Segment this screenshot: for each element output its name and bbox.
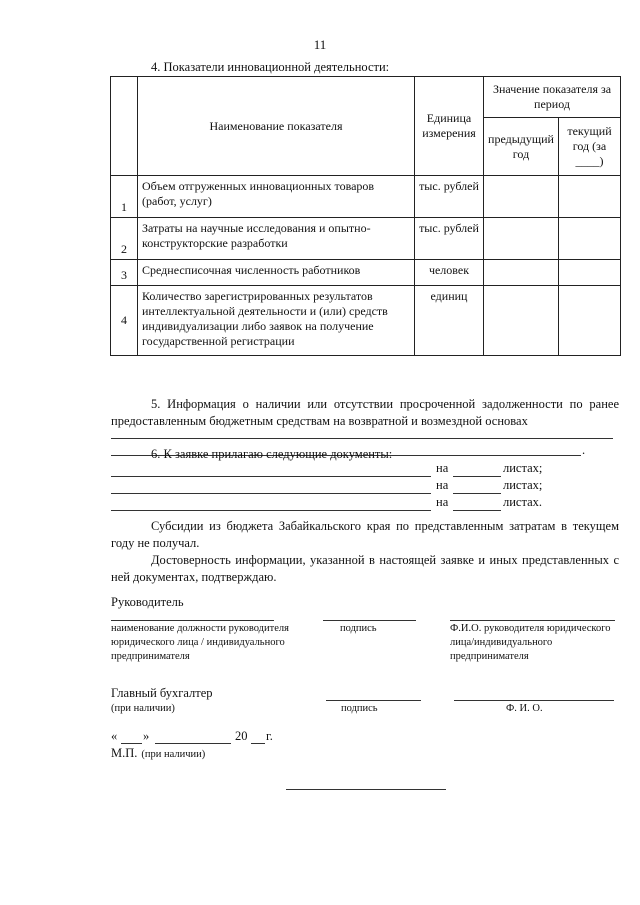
position-line[interactable] <box>111 620 274 621</box>
stamp-area <box>111 744 205 762</box>
statements <box>111 518 619 586</box>
current-year-cell[interactable] <box>559 218 621 260</box>
row-name: Объем отгруженных инновационных товаров (работ, услуг) <box>138 176 415 218</box>
on-label: на <box>436 461 449 475</box>
sheets-label: листах; <box>503 478 543 492</box>
section5-end-mark: . <box>582 443 586 457</box>
accountant-fio-caption: Ф. И. О. <box>506 703 543 714</box>
accountant-fio-line[interactable] <box>454 700 614 701</box>
current-year-header: текущий год (за ____) <box>559 118 621 176</box>
section6-title: 6. К заявке прилагаю следующие документы: <box>151 447 393 461</box>
fio-line[interactable] <box>450 620 615 621</box>
table-row <box>111 260 621 286</box>
name-header: Наименование показателя <box>138 77 415 176</box>
bottom-signature-line[interactable] <box>286 789 446 790</box>
sheets-label: листах. <box>503 495 543 509</box>
sheet-count-line[interactable] <box>453 510 501 511</box>
prev-year-cell[interactable] <box>484 286 559 356</box>
date-open-quote: « <box>111 729 118 743</box>
table-row <box>111 218 621 260</box>
date-close-quote: » <box>143 729 150 743</box>
row-unit: тыс. рублей <box>415 176 484 218</box>
accountant-signature-caption: подпись <box>341 703 378 714</box>
accountant-signature-line[interactable] <box>326 700 421 701</box>
table-row <box>111 176 621 218</box>
num-header <box>111 77 138 176</box>
row-number: 2 <box>111 218 138 260</box>
accountant-if-any: (при наличии) <box>111 703 175 714</box>
sheet-count-line[interactable] <box>453 476 501 477</box>
row-unit: тыс. рублей <box>415 218 484 260</box>
current-year-cell[interactable] <box>559 176 621 218</box>
prev-year-header: предыдущий год <box>484 118 559 176</box>
date-year-line[interactable] <box>251 743 265 744</box>
current-year-cell[interactable] <box>559 286 621 356</box>
prev-year-cell[interactable] <box>484 260 559 286</box>
table-row <box>111 286 621 356</box>
section5-text: 5. Информация о наличии или отсутствии просроченной задолженности по ранее предоставленным бюджетным средствам на возвратной и возмездной основах <box>111 397 619 428</box>
prev-year-cell[interactable] <box>484 218 559 260</box>
row-number: 1 <box>111 176 138 218</box>
page-number: 11 <box>313 37 327 52</box>
indicators-table <box>110 76 621 356</box>
signature-caption: подпись <box>340 623 377 634</box>
stamp-note: (при наличии) <box>141 749 206 760</box>
section4-title: 4. Показатели инновационной деятельности: <box>151 60 390 74</box>
unit-header: Единица измерения <box>415 77 484 176</box>
subsidy-statement: Субсидии из бюджета Забайкальского края по представленным затратам в текущем году не получал. <box>111 519 619 550</box>
debt-info-line-1[interactable] <box>111 438 613 439</box>
document-name-line[interactable] <box>111 510 431 511</box>
prev-year-cell[interactable] <box>484 176 559 218</box>
sheets-label: листах; <box>503 461 543 475</box>
on-label: на <box>436 478 449 492</box>
stamp-label: М.П. <box>111 746 138 760</box>
row-name: Количество зарегистрированных результатов интеллектуальной деятельности и (или) средств индивидуализации либо заявок на получение государственной регистрации <box>138 286 415 356</box>
on-label: на <box>436 495 449 509</box>
document-name-line[interactable] <box>111 476 431 477</box>
row-number: 4 <box>111 286 138 356</box>
sheet-count-line[interactable] <box>453 493 501 494</box>
date-year-suffix: г. <box>266 729 273 743</box>
document-name-line[interactable] <box>111 493 431 494</box>
value-group-header: Значение показателя за период <box>484 77 621 118</box>
accuracy-statement: Достоверность информации, указанной в настоящей заявке и иных представленных с ней документах, подтверждаю. <box>111 553 619 584</box>
accountant-label: Главный бухгалтер <box>111 686 213 700</box>
head-label: Руководитель <box>111 595 184 609</box>
row-unit: единиц <box>415 286 484 356</box>
current-year-cell[interactable] <box>559 260 621 286</box>
row-name: Среднесписочная численность работников <box>138 260 415 286</box>
position-caption: наименование должности руководителя юридического лица / индивидуального предпринимателя <box>111 623 289 662</box>
row-number: 3 <box>111 260 138 286</box>
signature-line[interactable] <box>323 620 416 621</box>
row-name: Затраты на научные исследования и опытно-конструкторские разработки <box>138 218 415 260</box>
date-year-prefix: 20 <box>235 729 248 743</box>
fio-caption: Ф.И.О. руководителя юридического лица/индивидуального предпринимателя <box>450 623 611 662</box>
row-unit: человек <box>415 260 484 286</box>
